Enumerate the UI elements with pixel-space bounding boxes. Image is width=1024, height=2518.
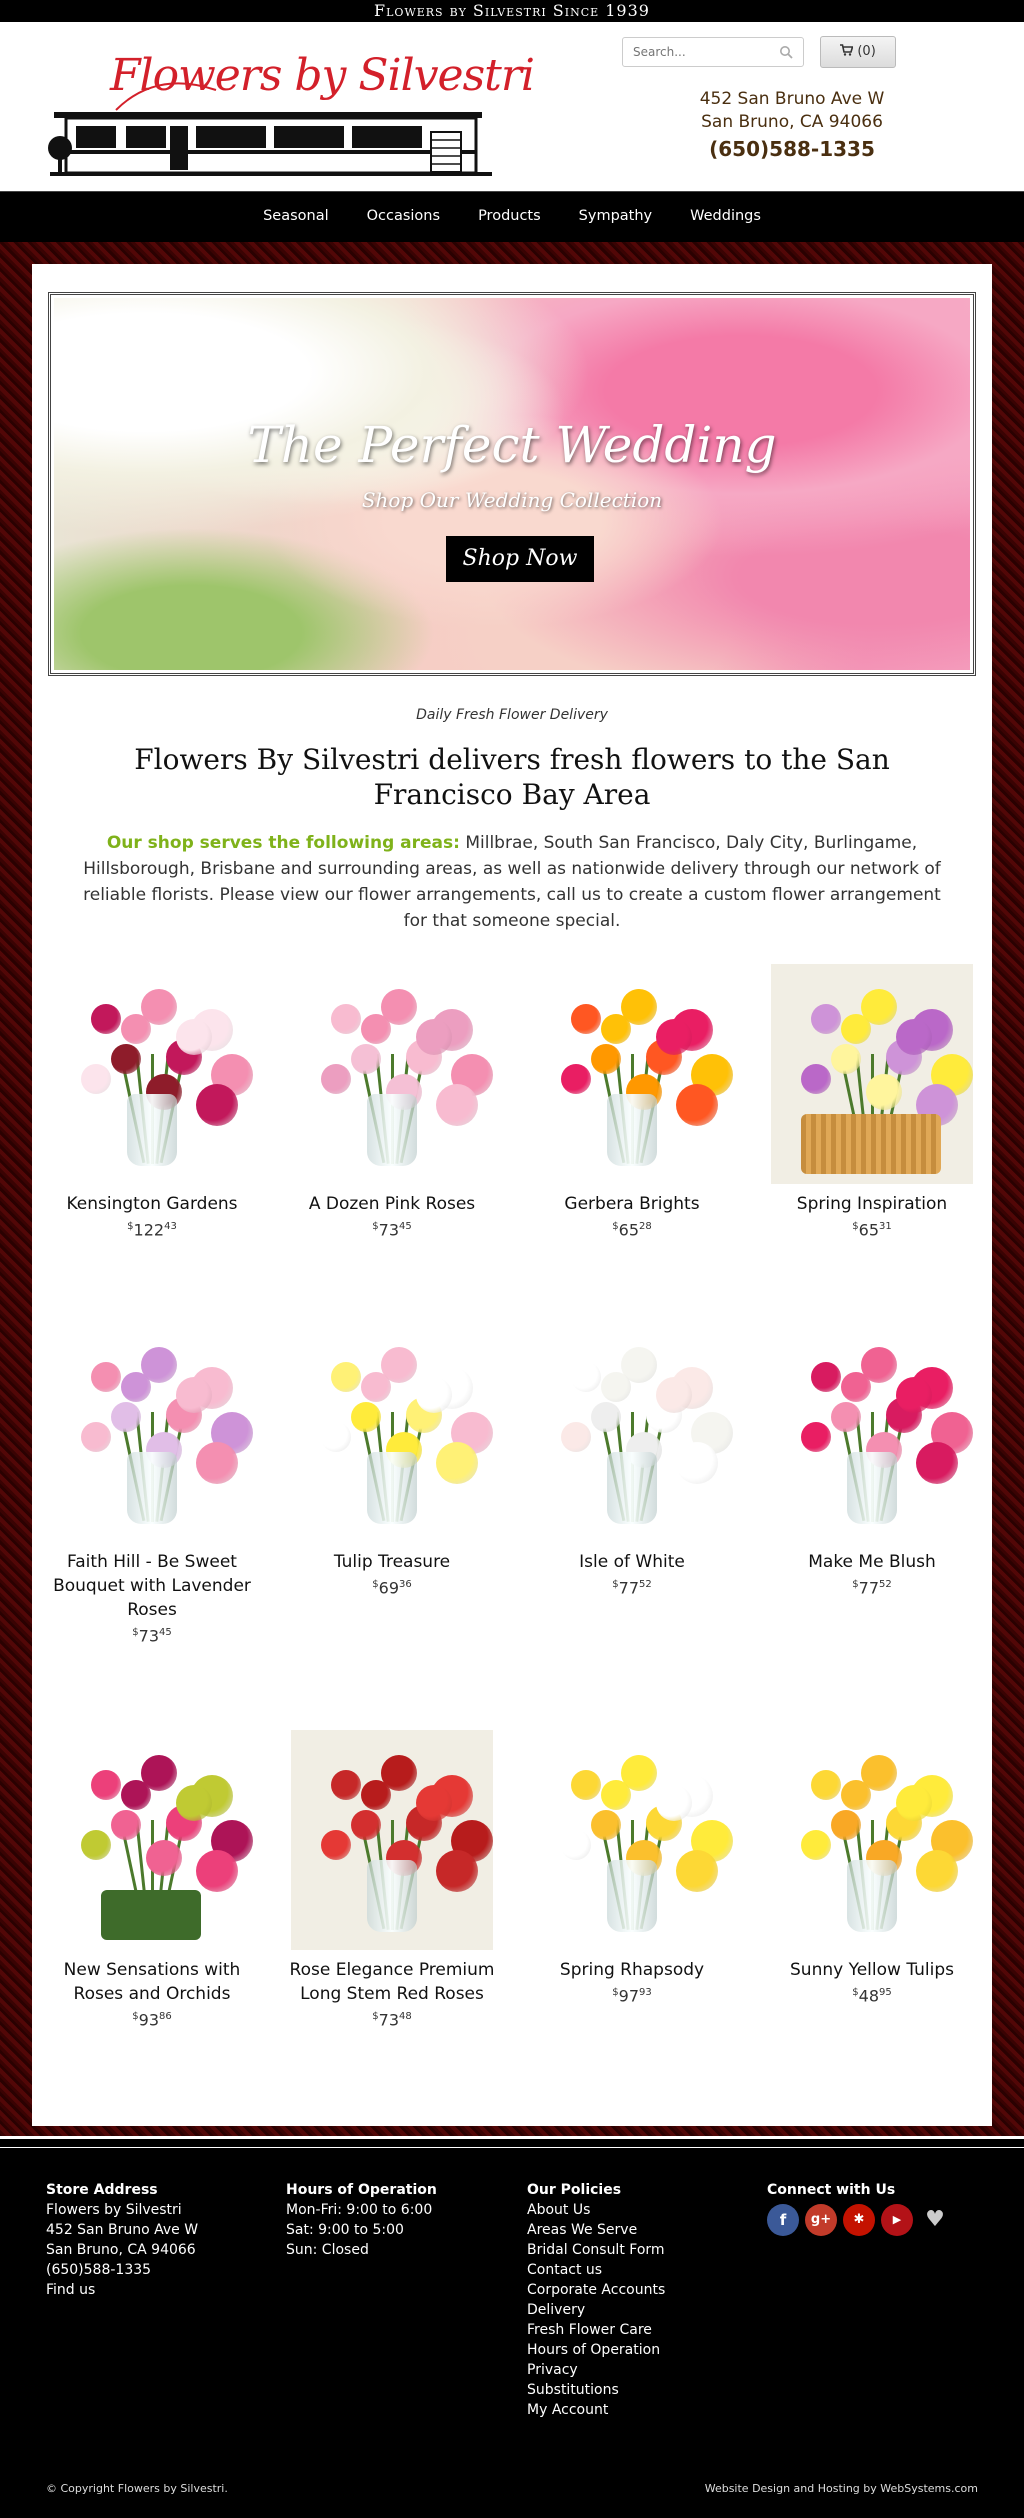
nav-item-occasions[interactable]: Occasions — [366, 208, 441, 224]
vase — [607, 1094, 657, 1166]
price-dollars: 65 — [618, 1220, 639, 1240]
flower-bloom — [656, 1785, 692, 1821]
currency-symbol: $ — [127, 1221, 134, 1232]
flower-bloom — [831, 1402, 861, 1432]
vase — [367, 1094, 417, 1166]
product-image[interactable] — [531, 964, 733, 1184]
flower-bloom — [176, 1019, 212, 1055]
flower-bloom — [571, 1770, 601, 1800]
flower-bloom — [571, 1004, 601, 1034]
flower-bloom — [111, 1044, 141, 1074]
flower-bloom — [176, 1377, 212, 1413]
flower-bloom — [321, 1830, 351, 1860]
price-dollars: 48 — [858, 1986, 879, 2006]
tagline: Daily Fresh Flower Delivery — [416, 707, 608, 723]
cart-count: (0) — [857, 44, 876, 59]
currency-symbol: $ — [612, 1579, 619, 1590]
product-card[interactable] — [752, 964, 992, 1241]
product-price — [32, 1622, 272, 1647]
vase — [367, 1452, 417, 1524]
flower-bloom — [416, 1785, 452, 1821]
top-announcement-bar — [0, 0, 1024, 22]
flower-bloom — [91, 1362, 121, 1392]
vase — [367, 1860, 417, 1932]
price-dollars: 93 — [138, 2010, 159, 2030]
product-name[interactable]: Faith Hill - Be Sweet Bouquet with Lavender Roses — [53, 1552, 251, 1620]
product-image[interactable] — [531, 1730, 733, 1950]
product-card[interactable] — [272, 1322, 512, 1599]
currency-symbol: $ — [372, 2011, 379, 2022]
nav-item-sympathy[interactable]: Sympathy — [578, 208, 653, 224]
nav-item-weddings[interactable]: Weddings — [690, 208, 761, 224]
product-card[interactable] — [272, 964, 512, 1241]
footer-phone[interactable]: (650)588-1335 — [46, 2262, 152, 2278]
product-image[interactable] — [291, 964, 493, 1184]
flower-bloom — [331, 1004, 361, 1034]
flower-bloom — [656, 1377, 692, 1413]
footer-connect — [767, 2180, 951, 2236]
flower-bloom — [81, 1064, 111, 1094]
product-name[interactable]: Gerbera Brights — [564, 1194, 700, 1214]
flower-bloom — [896, 1377, 932, 1413]
footer-store-name: Flowers by Silvestri — [46, 2202, 182, 2218]
vase — [847, 1452, 897, 1524]
flower-bloom — [866, 1074, 902, 1110]
flower-bloom — [81, 1830, 111, 1860]
page-heading: Flowers By Silvestri delivers fresh flowers to the San Francisco Bay Area — [134, 743, 890, 811]
policy-link-about-us[interactable]: About Us — [527, 2202, 591, 2218]
youtube-icon[interactable]: ▶ — [881, 2204, 913, 2236]
footer-heading: Our Policies — [527, 2182, 622, 2198]
flower-bloom — [841, 1780, 871, 1810]
product-name[interactable]: A Dozen Pink Roses — [308, 1194, 476, 1214]
currency-symbol: $ — [852, 1221, 859, 1232]
policy-link-substitutions[interactable]: Substitutions — [527, 2382, 619, 2398]
flower-bloom — [591, 1402, 621, 1432]
flower-bloom — [811, 1004, 841, 1034]
footer-heading: Store Address — [46, 2182, 158, 2198]
price-dollars: 122 — [133, 1220, 165, 1240]
footer-heading: Connect with Us — [767, 2182, 896, 2198]
price-dollars: 77 — [618, 1578, 639, 1598]
flower-bloom — [801, 1422, 831, 1452]
product-price — [752, 1216, 992, 1241]
price-dollars: 73 — [138, 1626, 159, 1646]
phone-number[interactable]: (650)588-1335 — [709, 137, 875, 161]
currency-symbol: $ — [372, 1221, 379, 1232]
vase — [801, 1114, 941, 1174]
find-us-link[interactable]: Find us — [46, 2282, 96, 2298]
flower-bloom — [601, 1014, 631, 1044]
flower-bloom — [436, 1442, 478, 1484]
banner-image — [54, 298, 970, 670]
flower-bloom — [656, 1019, 692, 1055]
site-footer — [0, 2150, 1024, 2518]
flower-bloom — [196, 1442, 238, 1484]
hours-saturday: Sat: 9:00 to 5:00 — [286, 2222, 404, 2238]
footer-city: San Bruno, CA 94066 — [46, 2242, 196, 2258]
product-image[interactable] — [51, 1730, 253, 1950]
flower-bloom — [841, 1372, 871, 1402]
product-card[interactable] — [512, 964, 752, 1241]
price-dollars: 73 — [378, 2010, 399, 2030]
footer-store-address — [46, 2180, 198, 2300]
flower-bloom — [811, 1770, 841, 1800]
product-card[interactable] — [752, 1322, 992, 1599]
hours-weekday: Mon-Fri: 9:00 to 6:00 — [286, 2202, 433, 2218]
price-cents: 95 — [879, 1987, 892, 1998]
currency-symbol: $ — [852, 1579, 859, 1590]
footer-hours — [286, 2180, 437, 2260]
flower-bloom — [111, 1402, 141, 1432]
policy-link-contact[interactable]: Contact us — [527, 2262, 603, 2278]
flower-bloom — [801, 1064, 831, 1094]
product-card[interactable] — [32, 1730, 272, 2031]
shopping-cart-icon — [840, 44, 853, 56]
nav-item-products[interactable]: Products — [478, 208, 541, 224]
vase — [127, 1094, 177, 1166]
flower-bloom — [561, 1064, 591, 1094]
flower-bloom — [676, 1084, 718, 1126]
copyright-text: © Copyright Flowers by Silvestri. — [46, 2482, 228, 2495]
site-header — [0, 22, 1024, 188]
price-cents: 31 — [879, 1221, 892, 1232]
flower-bloom — [196, 1850, 238, 1892]
product-image[interactable] — [531, 1322, 733, 1542]
price-cents: 45 — [399, 1221, 412, 1232]
flower-bloom — [321, 1064, 351, 1094]
address-line-2: San Bruno, CA 94066 — [701, 112, 883, 132]
nav-item-seasonal[interactable]: Seasonal — [263, 208, 329, 224]
product-card[interactable] — [32, 1322, 272, 1647]
product-card[interactable] — [752, 1730, 992, 2007]
shop-now-button[interactable]: Shop Now — [446, 536, 594, 582]
vase — [847, 1860, 897, 1932]
product-price — [512, 1216, 752, 1241]
footer-heading: Hours of Operation — [286, 2182, 437, 2198]
flower-bloom — [121, 1780, 151, 1810]
price-dollars: 73 — [378, 1220, 399, 1240]
currency-symbol: $ — [132, 2011, 139, 2022]
product-price — [752, 1574, 992, 1599]
product-image[interactable] — [51, 1322, 253, 1542]
flower-bloom — [351, 1402, 381, 1432]
policy-link-hours[interactable]: Hours of Operation — [527, 2342, 661, 2358]
flower-bloom — [841, 1014, 871, 1044]
yelp-icon[interactable]: ✱ — [843, 2204, 875, 2236]
flower-bloom — [331, 1770, 361, 1800]
flower-bloom — [416, 1019, 452, 1055]
flower-bloom — [916, 1442, 958, 1484]
design-credit-link[interactable]: Website Design and Hosting by WebSystems.com — [704, 2482, 978, 2495]
product-image[interactable] — [771, 964, 973, 1184]
banner-subtitle: Shop Our Wedding Collection — [361, 488, 663, 512]
flower-bloom — [676, 1850, 718, 1892]
cart-button[interactable] — [820, 36, 896, 68]
flower-bloom — [331, 1362, 361, 1392]
currency-symbol: $ — [612, 1221, 619, 1232]
flower-bloom — [81, 1422, 111, 1452]
flower-bloom — [561, 1830, 591, 1860]
heart-icon[interactable]: ♥ — [925, 2207, 945, 2232]
google-plus-icon[interactable]: g+ — [805, 2204, 837, 2236]
facebook-icon[interactable]: f — [767, 2204, 799, 2236]
product-price — [272, 1216, 512, 1241]
footer-policies — [527, 2180, 665, 2420]
flower-bloom — [121, 1372, 151, 1402]
flower-bloom — [351, 1810, 381, 1840]
intro-paragraph — [72, 830, 952, 934]
search-input[interactable] — [623, 38, 773, 66]
search-icon[interactable] — [779, 45, 793, 59]
vase — [101, 1890, 201, 1940]
currency-symbol: $ — [612, 1987, 619, 1998]
main-content — [32, 264, 992, 2126]
price-dollars: 97 — [618, 1986, 639, 2006]
price-cents: 93 — [639, 1987, 652, 1998]
product-image[interactable] — [51, 964, 253, 1184]
flower-bloom — [591, 1810, 621, 1840]
product-name[interactable]: Make Me Blush — [808, 1552, 936, 1572]
flower-bloom — [416, 1377, 452, 1413]
product-image[interactable] — [771, 1730, 973, 1950]
flower-bloom — [321, 1422, 351, 1452]
address-line-1: 452 San Bruno Ave W — [699, 89, 885, 109]
policy-link-flower-care[interactable]: Fresh Flower Care — [527, 2322, 652, 2338]
service-areas-label: Our shop serves the following areas: — [106, 833, 460, 853]
price-cents: 45 — [159, 1627, 172, 1638]
flower-bloom — [831, 1810, 861, 1840]
product-image[interactable] — [291, 1322, 493, 1542]
flower-bloom — [361, 1014, 391, 1044]
flower-bloom — [91, 1004, 121, 1034]
flower-bloom — [896, 1785, 932, 1821]
vase — [607, 1452, 657, 1524]
currency-symbol: $ — [372, 1579, 379, 1590]
product-price — [752, 1982, 992, 2007]
flower-bloom — [196, 1084, 238, 1126]
product-price — [32, 1216, 272, 1241]
logo-text: Flowers by Silvestri — [110, 50, 534, 101]
flower-bloom — [676, 1442, 718, 1484]
policy-link-delivery[interactable]: Delivery — [527, 2302, 586, 2318]
price-cents: 52 — [639, 1579, 652, 1590]
flower-bloom — [811, 1362, 841, 1392]
policy-link-my-account[interactable]: My Account — [527, 2402, 609, 2418]
product-name[interactable]: Kensington Gardens — [66, 1194, 238, 1214]
search-box[interactable] — [622, 37, 804, 67]
main-navigation — [0, 188, 1024, 242]
announcement-text: Flowers by Silvestri Since 1939 — [374, 1, 650, 20]
product-card[interactable] — [512, 1322, 752, 1599]
product-name[interactable]: New Sensations with Roses and Orchids — [63, 1960, 241, 2004]
policy-link-bridal[interactable]: Bridal Consult Form — [527, 2242, 665, 2258]
price-cents: 43 — [164, 1221, 177, 1232]
product-card[interactable] — [512, 1730, 752, 2007]
vase — [127, 1452, 177, 1524]
product-card[interactable] — [32, 964, 272, 1241]
vase — [607, 1860, 657, 1932]
flower-bloom — [601, 1372, 631, 1402]
product-name[interactable]: Rose Elegance Premium Long Stem Red Roses — [289, 1960, 495, 2004]
price-dollars: 69 — [378, 1578, 399, 1598]
product-price — [512, 1982, 752, 2007]
flower-bloom — [111, 1810, 141, 1840]
flower-bloom — [361, 1372, 391, 1402]
flower-bloom — [351, 1044, 381, 1074]
price-cents: 86 — [159, 2011, 172, 2022]
product-image[interactable] — [291, 1730, 493, 1950]
flower-bloom — [601, 1780, 631, 1810]
policy-link-privacy[interactable]: Privacy — [527, 2362, 578, 2378]
product-price — [512, 1574, 752, 1599]
price-dollars: 77 — [858, 1578, 879, 1598]
currency-symbol: $ — [852, 1987, 859, 1998]
flower-bloom — [831, 1044, 861, 1074]
currency-symbol: $ — [132, 1627, 139, 1638]
flower-bloom — [896, 1019, 932, 1055]
product-name[interactable]: Spring Rhapsody — [559, 1960, 705, 1980]
flower-bloom — [121, 1014, 151, 1044]
flower-bloom — [436, 1850, 478, 1892]
product-image[interactable] — [771, 1322, 973, 1542]
flower-bloom — [561, 1422, 591, 1452]
price-cents: 28 — [639, 1221, 652, 1232]
footer-street: 452 San Bruno Ave W — [46, 2222, 199, 2238]
flower-bloom — [91, 1770, 121, 1800]
flower-bloom — [801, 1830, 831, 1860]
product-price — [32, 2006, 272, 2031]
product-name[interactable]: Isle of White — [579, 1552, 685, 1572]
banner-title: The Perfect Wedding — [247, 416, 777, 474]
price-cents: 48 — [399, 2011, 412, 2022]
flower-bloom — [361, 1780, 391, 1810]
product-name[interactable]: Spring Inspiration — [796, 1194, 948, 1214]
flower-bloom — [146, 1840, 182, 1876]
price-cents: 52 — [879, 1579, 892, 1590]
intro-text: Millbrae, South San Francisco, Daly City, Burlingame, Hillsborough, Brisbane and surrounding areas, as well as nationwide delivery through our network of reliable florists. Please view our flower arrangements, call us to create a custom flower arrangement for that someone special. — [83, 833, 941, 931]
product-card[interactable] — [272, 1730, 512, 2031]
price-cents: 36 — [399, 1579, 412, 1590]
policy-link-areas[interactable]: Areas We Serve — [527, 2222, 638, 2238]
flower-bloom — [916, 1850, 958, 1892]
price-dollars: 65 — [858, 1220, 879, 1240]
product-name[interactable]: Tulip Treasure — [333, 1552, 451, 1572]
product-price — [272, 1574, 512, 1599]
logo[interactable] — [46, 50, 534, 200]
flower-bloom — [436, 1084, 478, 1126]
wedding-banner[interactable] — [48, 292, 976, 676]
social-links — [767, 2204, 951, 2236]
store-contact — [660, 88, 924, 164]
flower-bloom — [591, 1044, 621, 1074]
policy-link-corporate[interactable]: Corporate Accounts — [527, 2282, 666, 2298]
product-price — [272, 2006, 512, 2031]
flower-bloom — [571, 1362, 601, 1392]
hours-sunday: Sun: Closed — [286, 2242, 369, 2258]
product-name[interactable]: Sunny Yellow Tulips — [790, 1960, 954, 1980]
flower-bloom — [176, 1785, 212, 1821]
